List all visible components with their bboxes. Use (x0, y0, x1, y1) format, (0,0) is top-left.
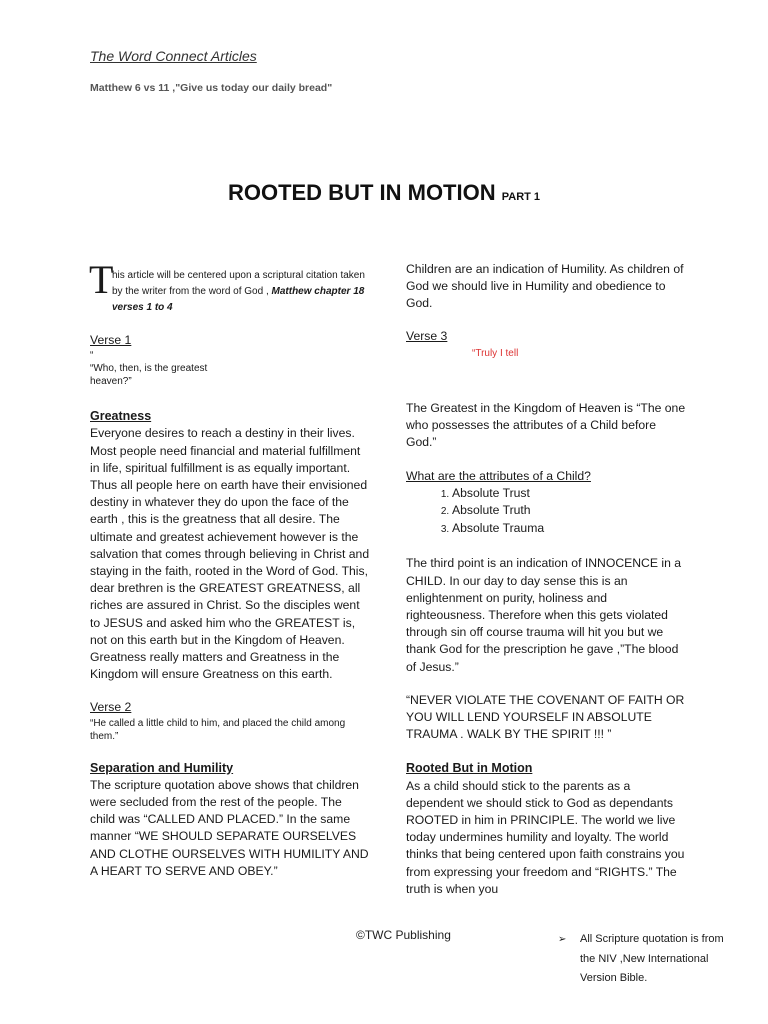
scripture-note (560, 930, 740, 989)
scripture-note-text: All Scripture quotation is from the NIV ,New International Version Bible. (580, 933, 724, 984)
rooted-section (406, 760, 686, 898)
intro-paragraph (89, 257, 370, 320)
list-item: 2. Absolute Truth (452, 502, 686, 520)
intro-text: his article will be centered upon a scriptural citation taken by the writer from the word of God , (112, 270, 365, 297)
verse2-text: “He called a little child to him, and placed the child among them.” (90, 717, 346, 742)
verse1-block (90, 332, 370, 388)
separation-body: The scripture quotation above shows that children were secluded from the rest of the people. The child was “CALLED AND PLACED.” In the same manner “WE SHOULD SEPARATE OURSELVES AND CLOTHE OURSELVES WITH HUMILITY AND A HEART TO SERVE AND OBEY.” (90, 777, 369, 878)
verse2-label: Verse 2 (90, 700, 132, 715)
greatness-heading: Greatness (90, 409, 152, 424)
greatness-section (90, 408, 370, 683)
greatest-text: The Greatest in the Kingdom of Heaven is “The one who possesses the attributes of a Child before God.” (406, 401, 686, 450)
left-column (89, 257, 370, 880)
drop-cap: T (89, 257, 114, 302)
verse1-label: Verse 1 (90, 333, 132, 347)
title-main: ROOTED BUT IN MOTION (227, 180, 496, 205)
arrow-bullet-icon: ➢ (558, 934, 567, 945)
greatness-body: Everyone desires to reach a destiny in their lives. Most people need financial and material fulfillment in life, spiritual fulfillment is as equally important. Thus all people here on earth have their envisioned destiny in whatever they do upon the face of the earth , this is the greatness that all desire. The ultimate and greatest achievement however is the salvation that comes through believing in Christ and staying in the faith, rooted in the Word of God. This, dear brethren is the GREATEST GREATNESS, all riches are assured in Christ. So the disciples went to JESUS and asked him who the GREATEST is, not on this earth but in the Kingdom of Heaven. Greatness really matters and Greatness in the Kingdom will ensure Greatness on this earth. (90, 426, 370, 682)
series-title: The Word Connect Articles (90, 48, 257, 64)
page-title (0, 180, 768, 206)
attributes-section (406, 468, 686, 538)
attributes-heading: What are the attributes of a Child? (406, 468, 591, 483)
rooted-body: As a child should stick to the parents as a dependent we should stick to God as dependants ROOTED in him in PRINCIPLE. The world we live today undermines humility and loyalty. The world thinks that being centered upon faith constrains you from expressing your freedom and “RIGHTS.” The truth is when you (406, 778, 685, 896)
separation-heading: Separation and Humility (90, 760, 234, 775)
children-text: Children are an indication of Humility. As children of God we should live in Humility and obedience to God. (406, 262, 684, 311)
verse3-label: Verse 3 (406, 328, 448, 343)
verse1-mark: “ (90, 350, 94, 362)
separation-section (90, 760, 370, 880)
verse3-block (406, 328, 686, 362)
rooted-heading: Rooted But in Motion (406, 761, 533, 776)
verse1-text: “Who, then, is the greatest heaven?” (90, 363, 208, 388)
title-part: PART 1 (501, 191, 541, 203)
verse2-block (90, 699, 370, 742)
warning-text: “NEVER VIOLATE THE COVENANT OF FAITH OR YOU WILL LEND YOURSELF IN ABSOLUTE TRAUMA . WALK BY THE SPIRIT !!! ” (406, 692, 685, 742)
list-item: 1. Absolute Trust (452, 485, 686, 503)
right-column (406, 261, 686, 898)
third-point-text: The third point is an indication of INNOCENCE in a CHILD. In our day to day sense this is an enlightenment on purity, holiness and righteousness. Therefore when this gets violated through sin off course trauma will hit you but we thank God for the prescription he gave ,”The blood of Jesus.” (406, 556, 682, 674)
attributes-list (406, 485, 686, 538)
intro-citation: Matthew chapter 18 verses 1 to 4 (112, 286, 365, 313)
list-item: 3. Absolute Trauma (452, 520, 686, 538)
verse3-text: “Truly I tell (472, 347, 519, 359)
publisher-footer: ©TWC Publishing (356, 928, 451, 942)
scripture-reference: Matthew 6 vs 11 ,"Give us today our daily bread" (90, 82, 333, 94)
